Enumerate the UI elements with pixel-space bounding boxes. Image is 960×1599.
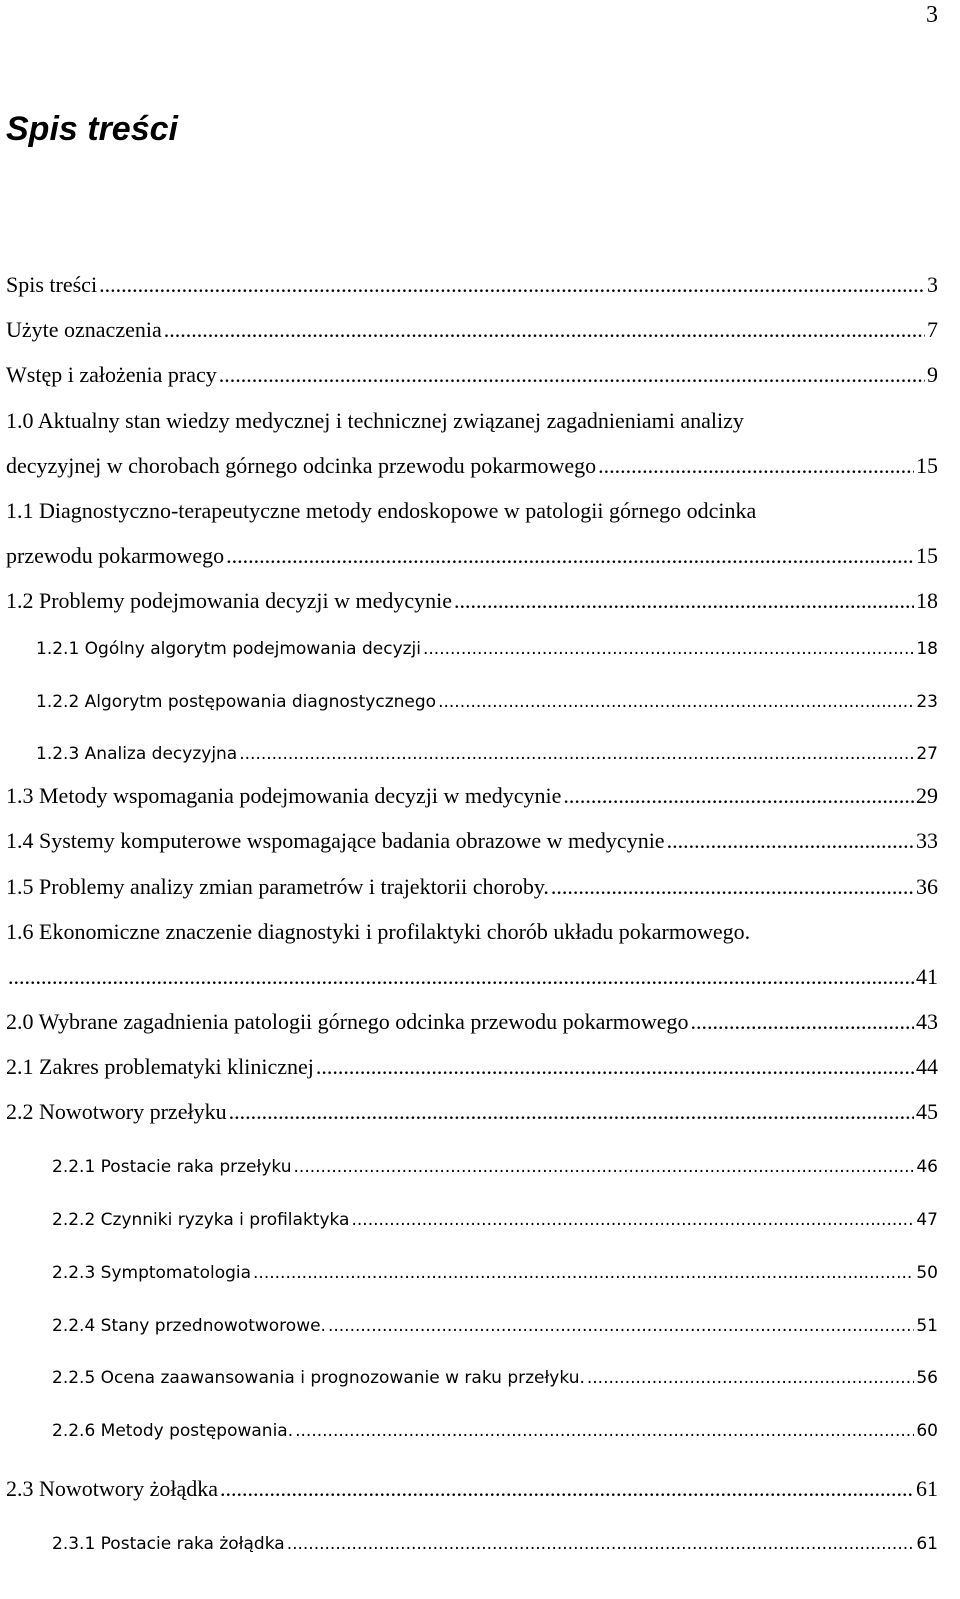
toc-entry-title: 1.6 Ekonomiczne znaczenie diagnostyki i profilaktyki chorób układu pokarmowego. — [6, 919, 751, 944]
toc-entry-page: 15 — [916, 453, 938, 478]
toc-entry[interactable] — [0, 820, 960, 854]
toc-entry-title: Wstęp i założenia pracy — [6, 362, 217, 387]
toc-entry[interactable] — [0, 678, 960, 712]
toc-entry-title: 1.2.3 Analiza decyzyjna — [36, 744, 238, 764]
dot-leader — [99, 272, 925, 298]
toc-entry[interactable] — [0, 1091, 960, 1125]
toc-entry[interactable] — [0, 264, 960, 298]
toc-entry[interactable] — [0, 625, 960, 659]
toc-entry[interactable] — [0, 354, 960, 388]
dot-leader — [164, 317, 925, 343]
toc-entry[interactable] — [0, 1302, 960, 1336]
toc-entry-page: 9 — [927, 362, 938, 387]
dot-leader — [253, 1263, 914, 1283]
dot-leader — [316, 1054, 914, 1080]
toc-entry-title: Użyte oznaczenia — [6, 317, 162, 342]
toc-entry-page: 29 — [916, 783, 938, 808]
toc-entry-page: 45 — [916, 1099, 938, 1124]
dot-leader — [219, 362, 925, 388]
toc-entry[interactable] — [0, 1249, 960, 1283]
toc-entry-page: 27 — [916, 744, 938, 764]
toc-entry-title: 1.3 Metody wspomagania podejmowania decyzji w medycynie — [6, 783, 562, 808]
toc-entry-page: 51 — [916, 1316, 938, 1336]
toc-entry[interactable] — [0, 400, 960, 434]
toc-entry-title: 2.0 Wybrane zagadnienia patologii górnego odcinka przewodu pokarmowego — [6, 1009, 689, 1034]
toc-entry-page: 43 — [916, 1009, 938, 1034]
toc-entry-title: 2.2.5 Ocena zaawansowania i prognozowanie w raku przełyku. — [52, 1368, 585, 1388]
toc-entry-title: 2.2.2 Czynniki ryzyka i profilaktyka — [52, 1210, 350, 1230]
dot-leader — [423, 639, 914, 659]
toc-entry-page: 23 — [916, 692, 938, 712]
toc-entry-page: 46 — [916, 1157, 938, 1177]
toc-entry-title: 1.0 Aktualny stan wiedzy medycznej i technicznej związanej zagadnieniami analizy — [6, 408, 744, 433]
dot-leader — [287, 1534, 915, 1554]
dot-leader — [294, 1157, 915, 1177]
dot-leader — [587, 1368, 914, 1388]
toc-entry[interactable] — [0, 1046, 960, 1080]
toc-entry[interactable] — [0, 775, 960, 809]
toc-entry[interactable] — [0, 1520, 960, 1554]
toc-entry[interactable] — [0, 309, 960, 343]
dot-leader — [226, 543, 914, 569]
toc-entry-title: przewodu pokarmowego — [6, 543, 225, 568]
dot-leader — [8, 964, 914, 990]
toc-entry[interactable] — [0, 580, 960, 614]
toc-entry-page: 41 — [916, 964, 938, 989]
dot-leader — [598, 453, 914, 479]
toc-entry-page: 50 — [916, 1263, 938, 1283]
toc-entry[interactable] — [0, 1196, 960, 1230]
toc-entry-page: 47 — [916, 1210, 938, 1230]
toc-entry-page: 33 — [916, 828, 938, 853]
toc-entry[interactable] — [0, 535, 960, 569]
toc-entry-page: 60 — [916, 1421, 938, 1441]
toc-entry-title: 2.2.6 Metody postępowania. — [52, 1421, 294, 1441]
toc-entry[interactable] — [0, 1468, 960, 1502]
toc-entry-title: 1.4 Systemy komputerowe wspomagające badania obrazowe w medycynie — [6, 828, 665, 853]
toc-entry-page: 61 — [916, 1476, 938, 1501]
toc-entry-title: 1.5 Problemy analizy zmian parametrów i trajektorii choroby. — [6, 874, 549, 899]
dot-leader — [667, 828, 914, 854]
toc-entry-title: 2.3 Nowotwory żołądka — [6, 1476, 219, 1501]
toc-entry[interactable] — [0, 1143, 960, 1177]
toc-entry-page: 56 — [916, 1368, 938, 1388]
page-number: 3 — [926, 2, 938, 28]
dot-leader — [551, 874, 914, 900]
toc-entry-title: 2.2.4 Stany przednowotworowe. — [52, 1316, 326, 1336]
toc-entry-page: 61 — [916, 1534, 938, 1554]
toc-entry-title: 1.2 Problemy podejmowania decyzji w medycynie — [6, 588, 452, 613]
toc-entry-page: 18 — [916, 639, 938, 659]
toc-entry[interactable] — [0, 730, 960, 764]
toc-entry[interactable] — [0, 956, 960, 990]
dot-leader — [229, 1099, 914, 1125]
toc-entry-title: 2.3.1 Postacie raka żołądka — [52, 1534, 285, 1554]
page-title: Spis treści — [6, 110, 178, 148]
dot-leader — [239, 744, 914, 764]
toc-entry-title: 1.1 Diagnostyczno-terapeutyczne metody endoskopowe w patologii górnego odcinka — [6, 498, 757, 523]
toc-entry-page: 15 — [916, 543, 938, 568]
toc-entry-page: 7 — [927, 317, 938, 342]
toc-entry-title: Spis treści — [6, 272, 98, 297]
toc-entry[interactable] — [0, 866, 960, 900]
toc-entry[interactable] — [0, 1354, 960, 1388]
dot-leader — [691, 1009, 915, 1035]
toc-entry-title: 2.2.3 Symptomatologia — [52, 1263, 252, 1283]
toc-entry-title: 2.1 Zakres problematyki klinicznej — [6, 1054, 314, 1079]
toc-entry-title: 2.2 Nowotwory przełyku — [6, 1099, 227, 1124]
toc-entry-title: 1.2.2 Algorytm postępowania diagnostycznego — [36, 692, 437, 712]
dot-leader — [328, 1316, 914, 1336]
toc-entry[interactable] — [0, 445, 960, 479]
toc-entry-page: 18 — [916, 588, 938, 613]
dot-leader — [295, 1421, 914, 1441]
toc-entry[interactable] — [0, 911, 960, 945]
dot-leader — [454, 588, 914, 614]
toc-entry-title: 2.2.1 Postacie raka przełyku — [52, 1157, 292, 1177]
toc-entry[interactable] — [0, 1407, 960, 1441]
toc-entry-title: 1.2.1 Ogólny algorytm podejmowania decyzji — [36, 639, 421, 659]
toc-entry-page: 36 — [916, 874, 938, 899]
dot-leader — [438, 692, 914, 712]
toc-entry-page: 44 — [916, 1054, 938, 1079]
toc-entry[interactable] — [0, 490, 960, 524]
dot-leader — [220, 1476, 914, 1502]
toc-entry-page: 3 — [927, 272, 938, 297]
dot-leader — [563, 783, 914, 809]
toc-entry[interactable] — [0, 1001, 960, 1035]
toc-entry-title: decyzyjnej w chorobach górnego odcinka przewodu pokarmowego — [6, 453, 597, 478]
dot-leader — [351, 1210, 914, 1230]
